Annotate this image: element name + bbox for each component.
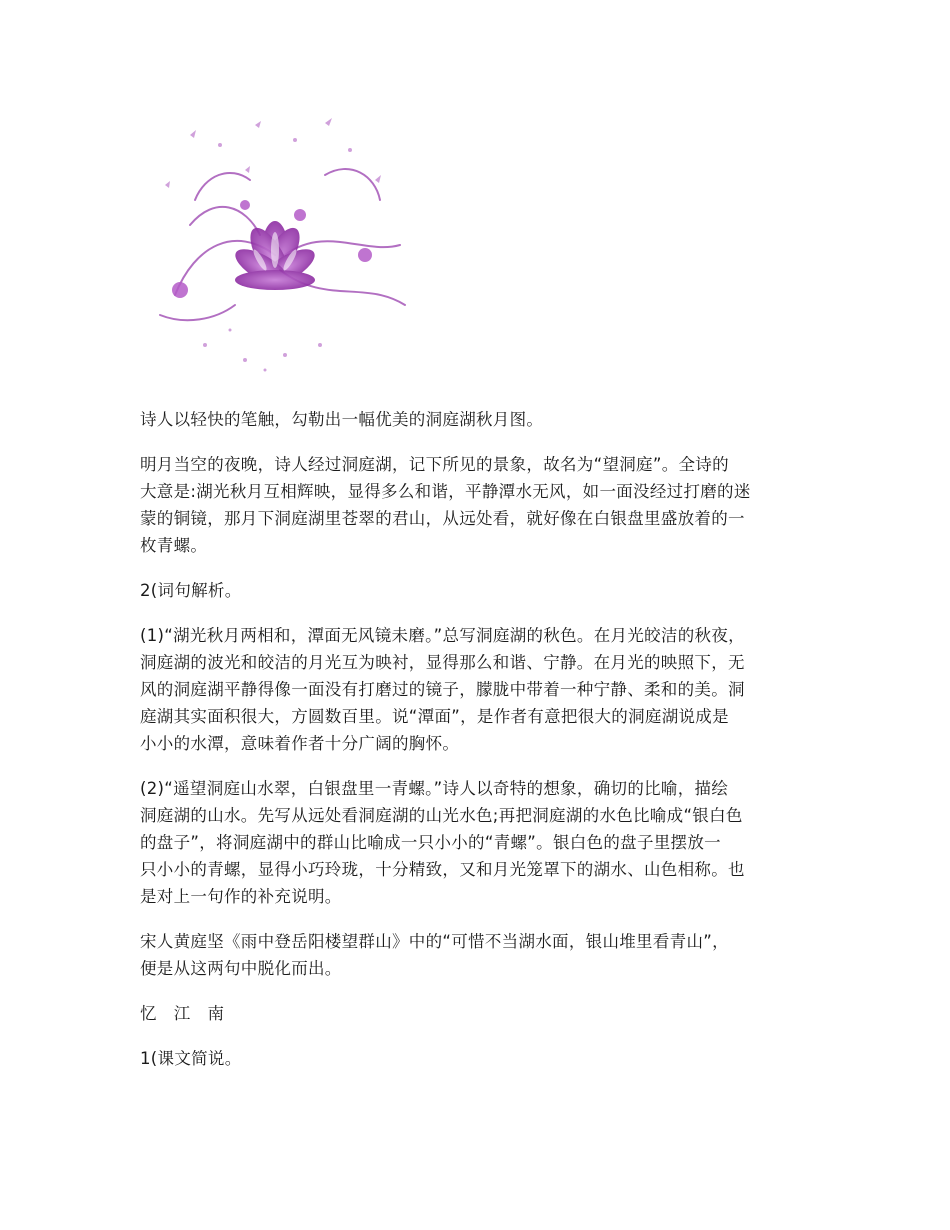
document-body bbox=[140, 406, 830, 1090]
section-heading-brief: 1(课文简说。 bbox=[140, 1049, 242, 1068]
poem-title: 忆 江 南 bbox=[140, 1004, 230, 1023]
section-heading-analysis: 2(词句解析。 bbox=[140, 581, 242, 600]
paragraph-analysis-1: (1)“湖光秋月两相和，潭面无风镜未磨。”总写洞庭湖的秋色。在月光皎洁的秋夜， 洞庭湖的波光和皎洁的月光互为映衬，显得那么和谐、宁静。在月光的映照下，无 风的洞庭湖平静得像一面没有打磨过的镜子，朦胧中带着一种宁静、柔和的美。洞 庭湖其实面积很大，方圆数百里。说“潭面”，是作者有意把很大的洞庭湖说成是 小小的水潭，意味着作者十分广阔的胸怀。 bbox=[140, 626, 745, 753]
paragraph-reference: 宋人黄庭坚《雨中登岳阳楼望群山》中的“可惜不当湖水面，银山堆里看青山”， 便是从这两句中脱化而出。 bbox=[140, 932, 729, 978]
lotus-flower-icon bbox=[135, 105, 415, 380]
paragraph-intro: 诗人以轻快的笔触，勾勒出一幅优美的洞庭湖秋月图。 bbox=[140, 410, 544, 429]
paragraph-meaning: 明月当空的夜晚，诗人经过洞庭湖，记下所见的景象，故名为“望洞庭”。全诗的 大意是:湖光秋月互相辉映，显得多么和谐，平静潭水无风，如一面没经过打磨的迷 蒙的铜镜，那月下洞庭湖里苍翠的君山，从远处看，就好像在白银盘里盛放着的一 枚青螺。 bbox=[140, 455, 751, 555]
paragraph-analysis-2: (2)“遥望洞庭山水翠，白银盘里一青螺。”诗人以奇特的想象，确切的比喻，描绘 洞庭湖的山水。先写从远处看洞庭湖的山光水色;再把洞庭湖的水色比喻成“银白色 的盘子”，将洞庭湖中的群山比喻成一只小小的“青螺”。银白色的盘子里摆放一 只小小的青螺，显得小巧玲珑，十分精致，又和月光笼罩下的湖水、山色相称。也 是对上一句作的补充说明。 bbox=[140, 779, 745, 906]
